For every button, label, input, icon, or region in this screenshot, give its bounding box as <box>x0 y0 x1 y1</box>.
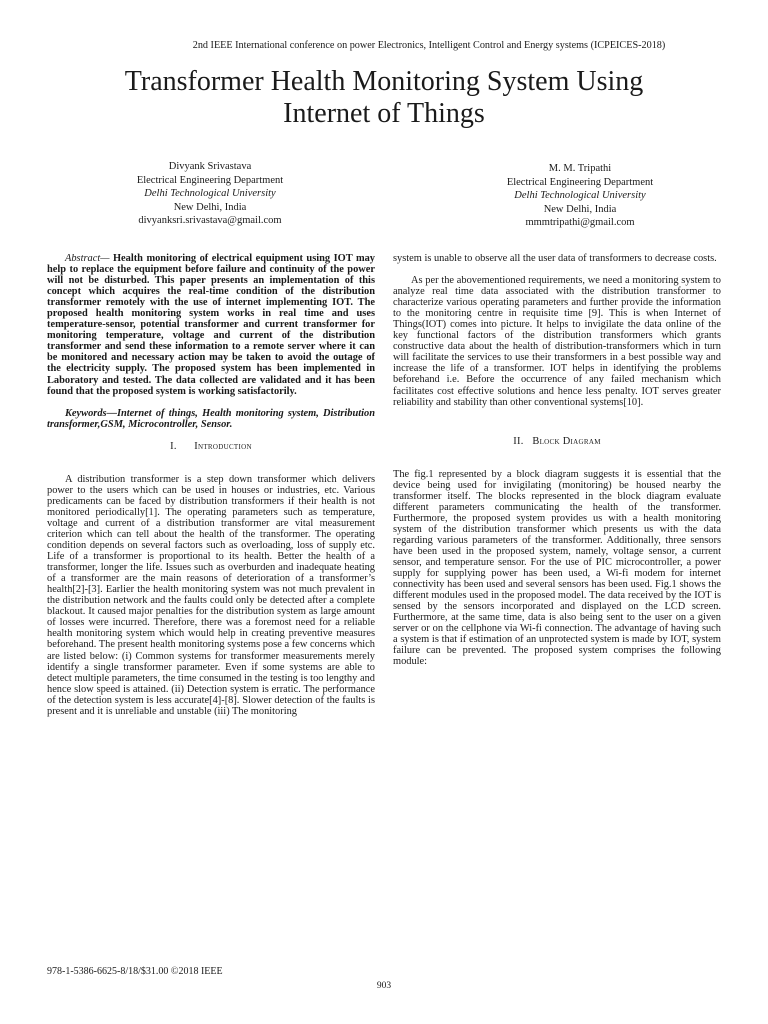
paper-title <box>60 66 708 130</box>
section-number: I. <box>170 440 177 452</box>
block-diagram-paragraph: The fig.1 represented by a block diagram suggests it is essential that the device being used for invigilating (monitoring) be housed nearby the transformer itself. The blocks represented in the block diagram evaluate different parameters communicating the health of the transformer. Furthermore, the proposed system provides us with a health monitoring system of the distribution transformer which presents us with the data regarding various parameters of the transformer. Additionally, three sensors have been used in the proposed system, namely, voltage sensor, a current sensor, and temperature sensor. For the use of PIC microcontroller, a power supply for supplying power has been used, a Wi-fi modem for internet connectivity has been used and several sensors has been used. Fig.1 shows the different modules used in the proposed model. The data received by the IOT is sensed by the sensors incorporated and displayed on the LCD screen. Furthermore, at the same time, data is also being sent to the user on a given server or on the cellphone via Wi-fi connection. The advantage of having such a system is that if estimation of an unprotected system is made by IOT, system failure can be prevented. The proposed system comprises the following module: <box>393 468 721 668</box>
author-department: Electrical Engineering Department <box>136 174 284 186</box>
title-line-1: Transformer Health Monitoring System Using <box>124 66 644 97</box>
author-block-1 <box>90 160 330 228</box>
section-heading-block-diagram <box>393 436 721 447</box>
right-column <box>393 253 721 668</box>
abstract-lead: Abstract— <box>65 253 110 264</box>
author-email: mmmtripathi@gmail.com <box>525 217 635 229</box>
author-location: New Delhi, India <box>543 203 617 215</box>
author-department: Electrical Engineering Department <box>506 176 654 188</box>
author-email: divyanksri.srivastava@gmail.com <box>138 215 282 227</box>
copyright-footer: 978-1-5386-6625-8/18/$31.00 ©2018 IEEE <box>47 966 223 977</box>
author-block-2 <box>460 162 700 230</box>
author-university: Delhi Technological University <box>144 188 276 200</box>
author-university: Delhi Technological University <box>514 190 646 202</box>
intro-paragraph: A distribution transformer is a step down transformer which delivers power to the users which can be used in houses or industries, etc. Various predicaments can be faced by distribution transformers if their health is not monitored periodically[1]. The operating parameters such as temperature, voltage and current of a distribution transformer are vital measurement criterion which can tell about the health of the transformer. The operating condition depends on several factors such as overloading, loss of supply etc. Life of a transformer is proportional to its health. Better the health of a transformer, longer the life. Issues such as overburden and inadequate heating of a transformer are the main reasons of deterioration of a transformer’s health[2]-[3]. Earlier the health monitoring system was not much prevalent in the distribution network and the faults could only be detected after a complete blackout. It caused major penalties for the distribution system as large amount of losses were incurred. Therefore, there was a foremost need for a reliable health monitoring system which would help in creating preventive measures beforehand. The present health monitoring systems pose a few concerns which are listed below: (i) Common systems for transformer measurements merely identify a single transformer parameter. Even if some systems are able to detect multiple parameters, the time consumed in the testing is too lengthy and hence slow speed is attained. (ii) Detection system is erratic. The performance of the detection system is less accurate[4]-[8]. Slower detection of the faults is present and it is unreliable and unstable (iii) The monitoring <box>47 473 375 717</box>
author-location: New Delhi, India <box>173 201 247 213</box>
section-title: Block Diagram <box>532 435 601 447</box>
section-number: II. <box>513 435 524 447</box>
left-column <box>47 253 375 717</box>
title-line-2: Internet of Things <box>283 98 485 129</box>
conference-header: 2nd IEEE International conference on power Electronics, Intelligent Control and Energy systems (ICPEICES-2018) <box>192 40 666 51</box>
author-name: Divyank Srivastava <box>168 161 252 172</box>
continued-paragraph: system is unable to observe all the user data of transformers to decrease costs. <box>393 253 717 264</box>
section-title: Introduction <box>194 440 252 452</box>
section-heading-introduction <box>47 441 375 452</box>
abstract <box>47 253 375 397</box>
author-name: M. M. Tripathi <box>548 163 612 174</box>
keywords: Keywords—Internet of things, Health monitoring system, Distribution transformer,GSM, Microcontroller, Sensor. <box>47 407 375 430</box>
abstract-text: Health monitoring of electrical equipment using IOT may help to replace the equipment before failure and continuity of the power will not be disturbed. This paper presents an implementation of this concept which acquires the real-time condition of the distribution transformer remotely with the use of internet implementing IOT. The proposed health monitoring system works in real time and uses temperature-sensor, potential transformer and current transformer for monitoring temperature, voltage and current of the distribution transformer and send these information to a remote server where it can be monitored and necessary action may be taken to avoid the outage of the electricity supply. The proposed system has been implemented in Laboratory and tested. The data collected are validated and it has been found that the proposed system is working satisfactorily. <box>47 253 375 397</box>
page-number: 903 <box>376 981 392 991</box>
iot-paragraph: As per the abovementioned requirements, we need a monitoring system to analyze real time data associated with the distribution transformer to characterize various operating parameters and further provide the information to the monitoring centre in requisite time [9]. This is when Internet of Things(IOT) comes into picture. It helps to invigilate the data online of the key functional factors of the distribution transformers which grants constructive data about the health of distribution-transformers which in turn will facilitate the services to use their transformers in a best possible way and increase the life of a transformer. IOT helps in identifying the problems beforehand i.e. Before the occurrence of any failed mechanism which facilitates cost effective solutions and hence less penalty. IOT serves greater reliability and stability than other conventional systems[10]. <box>393 275 721 408</box>
